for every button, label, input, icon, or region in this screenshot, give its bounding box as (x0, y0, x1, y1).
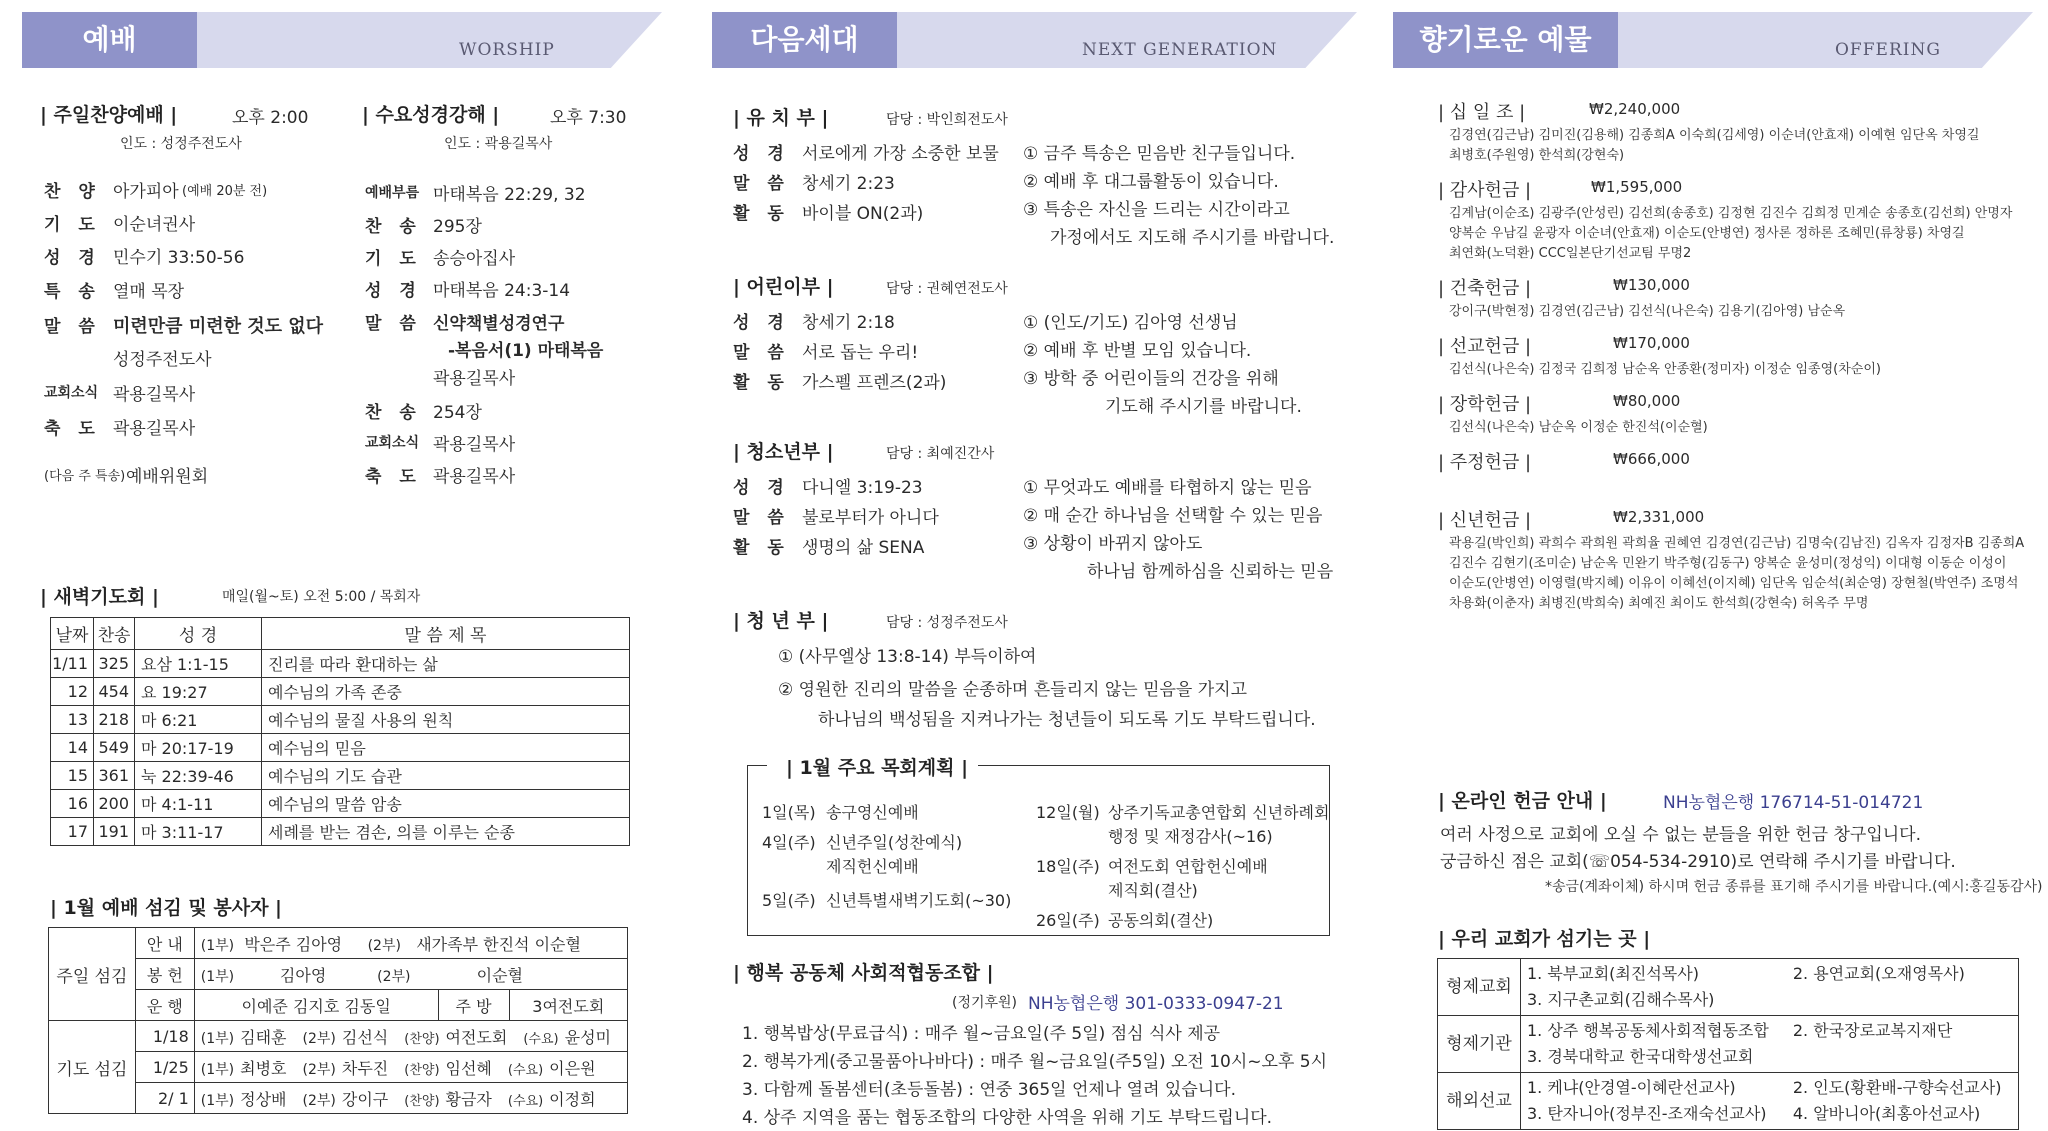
dawn-prayer-heading: | 새벽기도회 | (40, 586, 159, 608)
offering-title: 향기로운 예물 (1393, 12, 1618, 68)
service-cell: (1부) 김아영 (2부) 이순혈 (194, 959, 627, 990)
kinder-label: 성 경 (733, 144, 790, 164)
service-cell (194, 1083, 627, 1114)
serve-item: 1. 상주 행복공동체사회적협동조합 (1521, 1016, 1787, 1045)
offering-amount: ₩80,000 (1613, 392, 1681, 410)
offering-name: | 건축헌금 | (1438, 278, 1532, 299)
service-cell (194, 1052, 627, 1083)
table-row (49, 1021, 628, 1052)
table-row (49, 990, 628, 1021)
sunday-label: 찬 양 (44, 182, 101, 202)
table-cell: 12 (51, 678, 94, 706)
next-special-label: (다음 주 특송) (44, 469, 126, 484)
youth-label: 활 동 (733, 538, 790, 558)
prayer-part: (1부) (200, 1061, 235, 1078)
kinder-value: 바이블 ON(2과) (802, 204, 924, 224)
wednesday-leader: 인도 : 곽용길목사 (444, 136, 553, 152)
table-cell: 예수님의 기도 습관 (262, 762, 630, 790)
table-cell: 마 20:17-19 (135, 734, 262, 762)
prayer-part: 윤성미 (564, 1027, 611, 1047)
role-cell: 주 방 (438, 990, 509, 1021)
table-cell: 요삼 1:1-15 (135, 650, 262, 678)
offering-header (1393, 12, 2043, 68)
prayer-part: 정상배 (240, 1089, 287, 1109)
table-cell: 예수님의 믿음 (262, 734, 630, 762)
sunday-value: 이순녀권사 (113, 215, 196, 235)
table-row (49, 1083, 628, 1114)
wednesday-value: 295장 (433, 217, 482, 237)
offering-amount: ₩2,240,000 (1589, 100, 1681, 118)
kinder-note: ① 금주 특송은 믿음반 친구들입니다. (1023, 144, 1296, 164)
offering-amount: ₩1,595,000 (1591, 178, 1683, 196)
offering-amount: ₩666,000 (1613, 450, 1690, 468)
children-value: 창세기 2:18 (802, 313, 895, 333)
kinder-leader: 담당 : 박인희전도사 (886, 112, 1008, 128)
worship-column (0, 0, 680, 1131)
offering-en-title: OFFERING (1835, 40, 1941, 60)
serve-category: 형제교회 (1438, 959, 1521, 1016)
table-cell: 예수님의 가족 존중 (262, 678, 630, 706)
table-cell: 요 19:27 (135, 678, 262, 706)
table-row (1438, 1044, 2019, 1073)
table-cell: 14 (51, 734, 94, 762)
wednesday-label: 예배부름 (365, 185, 420, 201)
prayer-part: (수요) (507, 1062, 544, 1078)
date-cell: 1/25 (135, 1052, 194, 1083)
sunday-worship-heading: | 주일찬양예배 | (40, 104, 178, 126)
prayer-part: (찬양) (404, 1031, 440, 1047)
youth-note: ② 매 순간 하나님을 선택할 수 있는 믿음 (1023, 506, 1323, 526)
coop-bank-account: NH농협은행 301-0333-0947-21 (1028, 994, 1284, 1014)
offering-name: | 신년헌금 | (1438, 510, 1532, 531)
wednesday-heading: | 수요성경강해 | (362, 104, 500, 126)
prayer-part: (1부) (200, 1092, 235, 1109)
nextgen-header (712, 12, 1362, 68)
service-cell: 3여전도회 (509, 990, 627, 1021)
table-cell: 13 (51, 706, 94, 734)
coop-heading: | 행복 공동체 사회적협동조합 | (733, 962, 994, 984)
table-cell: 218 (94, 706, 135, 734)
sunday-value: 민수기 33:50-56 (113, 248, 245, 268)
plan-date: 18일(주) (1036, 857, 1100, 876)
table-row (1438, 1016, 2019, 1045)
sunday-value: 곽용길목사 (113, 385, 196, 405)
service-heading: | 1월 예배 섬김 및 봉사자 | (50, 897, 282, 919)
sunday-value: 곽용길목사 (113, 419, 196, 439)
sunday-value: 아가피아 (113, 182, 179, 202)
youth-value: 불로부터가 아니다 (802, 508, 939, 528)
monthly-plan-heading: | 1월 주요 목회계획 | (780, 753, 974, 780)
sunday-label: 말 씀 (44, 317, 101, 337)
children-value: 서로 돕는 우리! (802, 343, 919, 363)
column-header: 날짜 (51, 618, 94, 650)
coop-item: 2. 행복가게(중고물품아나바다) : 매주 월~금요일(주5일) 오전 10시~오후 5시 (742, 1052, 1328, 1072)
kinder-note: ③ 특송은 자신을 드리는 시간이라고 (1023, 200, 1290, 220)
wednesday-sermon-sub: -복음서(1) 마태복음 (448, 341, 604, 361)
table-cell: 549 (94, 734, 135, 762)
prayer-part: 차두진 (341, 1058, 389, 1078)
table-cell: 15 (51, 762, 94, 790)
next-special-value: 예배위원회 (126, 467, 209, 487)
offering-name: | 선교헌금 | (1438, 336, 1532, 357)
plan-event: 공동의회(결산) (1108, 911, 1214, 930)
offering-donors: 차용화(이춘자) 최병진(박희숙) 최예진 최이도 한석희(강현숙) 허옥주 무명 (1449, 596, 1869, 611)
service-table (48, 927, 628, 1114)
worship-en-title: WORSHIP (459, 40, 555, 60)
offering-column (1393, 0, 2048, 1131)
plan-event: 행정 및 재정감사(~16) (1108, 827, 1273, 846)
offering-donors: 강이구(박현정) 김경연(김근남) 김선식(나은숙) 김용기(김아영) 남순옥 (1449, 304, 1846, 319)
plan-event: 상주기독교총연합회 신년하례회 (1108, 803, 1330, 822)
prayer-part: 김태훈 (240, 1027, 287, 1047)
plan-date: 5일(주) (762, 891, 816, 910)
sermon-title: 미련만큼 미련한 것도 없다 (113, 316, 324, 337)
children-label: 성 경 (733, 313, 790, 333)
prayer-part: (찬양) (404, 1062, 440, 1078)
wednesday-value: 254장 (433, 403, 482, 423)
coop-item: 4. 상주 지역을 품는 협동조합의 다양한 사역을 위해 기도 부탁드립니다. (742, 1108, 1273, 1128)
offering-amount: ₩170,000 (1613, 334, 1690, 352)
table-row (51, 678, 630, 706)
table-cell: 1/11 (51, 650, 94, 678)
wednesday-label: 찬 송 (365, 217, 422, 237)
offering-donors: 김선식(나은숙) 남순옥 이정순 한진석(이순혈) (1449, 420, 1708, 435)
wednesday-label: 기 도 (365, 249, 422, 269)
wednesday-time: 오후 7:30 (550, 108, 627, 128)
kinder-label: 활 동 (733, 204, 790, 224)
plan-event: 신년특별새벽기도회(~30) (826, 891, 1012, 910)
coop-sponsor: (정기후원) (952, 995, 1018, 1011)
worship-header (22, 12, 672, 68)
table-cell: 200 (94, 790, 135, 818)
sunday-label: 특 송 (44, 282, 101, 302)
youth-note: 하나님 함께하심을 신뢰하는 믿음 (1087, 562, 1334, 582)
youth-label: 말 씀 (733, 508, 790, 528)
column-header: 말 씀 제 목 (262, 618, 630, 650)
wednesday-label: 말 씀 (365, 314, 422, 334)
youth-label: 성 경 (733, 478, 790, 498)
youth-value: 다니엘 3:19-23 (802, 478, 923, 498)
kinder-note: ② 예배 후 대그룹활동이 있습니다. (1023, 172, 1279, 192)
prayer-part: (2부) (302, 1092, 336, 1109)
prayer-part: 임선혜 (445, 1058, 492, 1078)
table-row (51, 706, 630, 734)
column-header: 성 경 (135, 618, 262, 650)
table-row (51, 762, 630, 790)
offering-donors: 이순도(안병연) 이영렬(박지혜) 이유이 이혜선(이지혜) 임단옥 임순석(최순영) 장현철(박연주) 조명석 (1449, 576, 2019, 591)
prayer-part: 이은원 (549, 1058, 596, 1078)
youth-value: 생명의 삶 SENA (802, 538, 925, 558)
sunday-note: (예배 20분 전) (182, 184, 268, 199)
table-row (51, 818, 630, 846)
table-row (51, 790, 630, 818)
kinder-value: 서로에게 가장 소중한 보물 (802, 144, 999, 164)
prayer-part: 여전도회 (445, 1027, 508, 1047)
prayer-part: 김선식 (341, 1027, 389, 1047)
wednesday-label: 교회소식 (365, 435, 420, 451)
table-cell: 361 (94, 762, 135, 790)
prayer-part: (수요) (507, 1093, 544, 1109)
kinder-note: 가정에서도 지도해 주시기를 바랍니다. (1050, 228, 1335, 248)
serve-category: 형제기관 (1438, 1016, 1521, 1073)
table-row (51, 734, 630, 762)
plan-event: 제직회(결산) (1108, 881, 1198, 900)
prayer-part: (1부) (200, 1030, 235, 1047)
wednesday-label: 축 도 (365, 467, 422, 487)
table-cell: 예수님의 말씀 암송 (262, 790, 630, 818)
offering-name: | 장학헌금 | (1438, 394, 1532, 415)
young-adult-leader: 담당 : 성정주전도사 (886, 615, 1008, 631)
online-info: 궁금하신 점은 교회(☏054-534-2910)로 연락해 주시기를 바랍니다. (1440, 852, 1956, 872)
kinder-heading: | 유 치 부 | (733, 107, 829, 129)
table-cell: 진리를 따라 환대하는 삶 (262, 650, 630, 678)
prayer-service-label: 기도 섬김 (49, 1021, 136, 1114)
wednesday-value: 마태복음 22:29, 32 (433, 185, 586, 205)
young-adult-note: 하나님의 백성됨을 지켜나가는 청년들이 되도록 기도 부탁드립니다. (818, 710, 1316, 730)
offering-donors: 양복순 우남길 윤광자 이순녀(안효재) 이순도(안병연) 정사론 정하론 조혜민(류창룡) 차영길 (1449, 226, 1965, 241)
wednesday-label: 성 경 (365, 281, 422, 301)
role-cell: 운 행 (135, 990, 194, 1021)
role-cell: 안 내 (135, 928, 194, 959)
prayer-part: (2부) (302, 1061, 336, 1078)
table-row (49, 928, 628, 959)
coop-item: 1. 행복밥상(무료급식) : 매주 월~금요일(주 5일) 점심 식사 제공 (742, 1024, 1221, 1044)
online-offering-heading: | 온라인 헌금 안내 | (1438, 790, 1607, 812)
plan-date: 4일(주) (762, 833, 816, 852)
offering-donors: 김경연(김근남) 김미진(김용해) 김종희A 이숙희(김세영) 이순녀(안효재) 이예현 임단옥 차영길 (1449, 128, 1980, 143)
wednesday-value: 곽용길목사 (433, 435, 516, 455)
plan-date: 26일(주) (1036, 911, 1100, 930)
dawn-prayer-table (50, 617, 630, 846)
wednesday-value: 곽용길목사 (433, 467, 516, 487)
table-row (1438, 987, 2019, 1016)
wednesday-value: 마태복음 24:3-14 (433, 281, 571, 301)
offering-amount: ₩130,000 (1613, 276, 1690, 294)
prayer-part: 강이구 (341, 1089, 389, 1109)
offering-donors: 최병호(주원영) 한석희(강현숙) (1449, 148, 1625, 163)
table-row (1438, 1073, 2019, 1102)
nextgen-title: 다음세대 (712, 12, 897, 68)
sunday-label: 성 경 (44, 248, 101, 268)
serve-item: 4. 알바니아(최홍아선교사) (1787, 1101, 2019, 1130)
online-note: *송금(계좌이체) 하시며 헌금 종류를 표기해 주시기를 바랍니다.(예시:홍길동감사) (1545, 879, 2043, 895)
sunday-value: 열매 목장 (113, 282, 185, 302)
offering-amount: ₩2,331,000 (1613, 508, 1705, 526)
plan-date: 12일(월) (1036, 803, 1100, 822)
children-label: 말 씀 (733, 343, 790, 363)
service-cell (194, 1021, 627, 1052)
offering-donors: 최연화(노덕환) CCC일본단기선교팀 무명2 (1449, 246, 1692, 261)
sunday-worship-time: 오후 2:00 (232, 108, 309, 128)
wednesday-value: 곽용길목사 (433, 369, 516, 389)
young-adult-heading: | 청 년 부 | (733, 610, 829, 632)
prayer-part: (2부) (302, 1030, 336, 1047)
serve-item (1787, 1044, 2019, 1073)
offering-name: | 주정헌금 | (1438, 452, 1532, 473)
wednesday-value: 송승아집사 (433, 249, 516, 269)
serve-item: 2. 인도(황환배-구향숙선교사) (1787, 1073, 2019, 1102)
plan-event: 제직헌신예배 (826, 857, 919, 876)
online-bank-account: NH농협은행 176714-51-014721 (1663, 793, 1924, 813)
offering-name: | 십 일 조 | (1438, 102, 1526, 123)
plan-event: 여전도회 연합헌신예배 (1108, 857, 1268, 876)
plan-event: 송구영신예배 (826, 803, 919, 822)
table-cell: 325 (94, 650, 135, 678)
serve-item: 1. 케냐(안경열-이혜란선교사) (1521, 1073, 1787, 1102)
sunday-label: 교회소식 (44, 385, 99, 401)
sunday-label: 기 도 (44, 215, 101, 235)
table-row (1438, 1101, 2019, 1130)
serve-heading: | 우리 교회가 섬기는 곳 | (1438, 928, 1651, 950)
youth-note: ① 무엇과도 예배를 타협하지 않는 믿음 (1023, 478, 1312, 498)
plan-date: 1일(목) (762, 803, 816, 822)
table-cell: 454 (94, 678, 135, 706)
offering-donors: 곽용길(박인희) 곽희수 곽희원 곽희율 권혜연 김경연(김근남) 김명숙(김남진) 김옥자 김정자B 김종희A (1449, 536, 2025, 551)
table-cell: 예수님의 물질 사용의 원칙 (262, 706, 630, 734)
kinder-label: 말 씀 (733, 174, 790, 194)
prayer-part: 최병호 (240, 1058, 287, 1078)
serve-item: 3. 경북대학교 한국대학생선교회 (1521, 1044, 1787, 1073)
young-adult-note: ② 영원한 진리의 말씀을 순종하며 흔들리지 않는 믿음을 가지고 (778, 680, 1248, 700)
prayer-part: 황금자 (445, 1089, 492, 1109)
date-cell: 1/18 (135, 1021, 194, 1052)
children-label: 활 동 (733, 373, 790, 393)
serve-item: 2. 한국장로교복지재단 (1787, 1016, 2019, 1045)
sunday-value: 성정주전도사 (113, 350, 212, 370)
children-note: 기도해 주시기를 바랍니다. (1105, 397, 1302, 417)
serve-table (1437, 958, 2019, 1130)
column-header: 찬송 (94, 618, 135, 650)
worship-title: 예배 (22, 12, 197, 68)
offering-name: | 감사헌금 | (1438, 180, 1532, 201)
youth-heading: | 청소년부 | (733, 441, 834, 463)
serve-category: 해외선교 (1438, 1073, 1521, 1130)
nextgen-column (690, 0, 1380, 1131)
wednesday-label: 찬 송 (365, 403, 422, 423)
nextgen-en-title: NEXT GENERATION (1082, 40, 1278, 60)
children-note: ③ 방학 중 어린이들의 건강을 위해 (1023, 369, 1279, 389)
children-note: ① (인도/기도) 김아영 선생님 (1023, 313, 1238, 333)
sunday-worship-leader: 인도 : 성정주전도사 (120, 136, 242, 152)
table-header-row (51, 618, 630, 650)
table-cell: 191 (94, 818, 135, 846)
serve-item: 2. 용연교회(오재영목사) (1787, 959, 2019, 988)
table-row (51, 650, 630, 678)
table-row (49, 1052, 628, 1083)
children-leader: 담당 : 권혜연전도사 (886, 281, 1008, 297)
serve-item: 1. 북부교회(최진석목사) (1521, 959, 1787, 988)
table-cell: 마 4:1-11 (135, 790, 262, 818)
plan-event: 신년주일(성찬예식) (826, 833, 963, 852)
table-cell: 세례를 받는 겸손, 의를 이루는 순종 (262, 818, 630, 846)
serve-item: 3. 지구촌교회(김해수목사) (1521, 987, 1787, 1016)
wednesday-sermon: 신약책별성경연구 (433, 314, 565, 334)
table-cell: 마 3:11-17 (135, 818, 262, 846)
service-cell: 이예준 김지호 김동일 (194, 990, 438, 1021)
table-cell: 16 (51, 790, 94, 818)
prayer-part: 이정희 (549, 1089, 596, 1109)
serve-item (1787, 987, 2019, 1016)
prayer-part: (찬양) (404, 1093, 440, 1109)
dawn-prayer-info: 매일(월~토) 오전 5:00 / 목회자 (222, 589, 421, 605)
table-cell: 눅 22:39-46 (135, 762, 262, 790)
sunday-label: 축 도 (44, 419, 101, 439)
date-cell: 2/ 1 (135, 1083, 194, 1114)
sunday-service-label: 주일 섬김 (49, 928, 136, 1021)
table-row (49, 959, 628, 990)
children-heading: | 어린이부 | (733, 276, 834, 298)
offering-donors: 김진수 김현기(조미순) 남순옥 민완기 박주형(김동구) 양복순 윤성미(정성익) 이대형 이동순 이성이 (1449, 556, 2007, 571)
table-cell: 17 (51, 818, 94, 846)
coop-item: 3. 다함께 돌봄센터(초등돌봄) : 연중 365일 언제나 열려 있습니다. (742, 1080, 1236, 1100)
young-adult-note: ① (사무엘상 13:8-14) 부득이하여 (778, 647, 1037, 667)
online-info: 여러 사정으로 교회에 오실 수 없는 분들을 위한 헌금 창구입니다. (1440, 825, 1922, 845)
kinder-value: 창세기 2:23 (802, 174, 895, 194)
service-cell: (1부) 박은주 김아영 (2부) 새가족부 한진석 이순혈 (194, 928, 627, 959)
children-value: 가스펠 프렌즈(2과) (802, 373, 947, 393)
youth-note: ③ 상황이 바뀌지 않아도 (1023, 534, 1203, 554)
prayer-part: (수요) (523, 1031, 559, 1047)
role-cell: 봉 헌 (135, 959, 194, 990)
offering-donors: 김선식(나은숙) 김정국 김희정 남순옥 안종환(정미자) 이정순 임종영(차순이) (1449, 362, 1881, 377)
serve-item: 3. 탄자니아(정부진-조재숙선교사) (1521, 1101, 1787, 1130)
youth-leader: 담당 : 최예진간사 (886, 446, 995, 462)
children-note: ② 예배 후 반별 모임 있습니다. (1023, 341, 1252, 361)
table-cell: 마 6:21 (135, 706, 262, 734)
offering-donors: 김계남(이순조) 김광주(안성린) 김선희(송종호) 김정현 김진수 김희정 민계순 송종호(김선희) 안명자 (1449, 206, 2013, 221)
table-row (1438, 959, 2019, 988)
